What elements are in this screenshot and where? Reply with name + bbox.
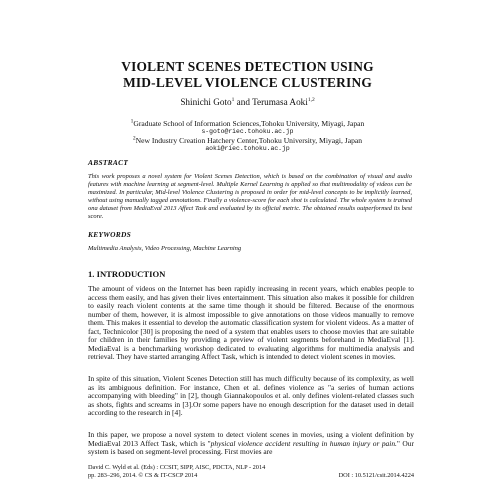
title-line-2: MID-LEVEL VIOLENCE CLUSTERING [123, 75, 372, 90]
intro-paragraph-3-start: In this paper, we propose a novel system to detect violent scenes in movies, using a violent definition by MediaEval 2013 Affect Task, which is " [88, 430, 414, 448]
keywords-text: Multimedia Analysis, Video Processing, Machine Learning [88, 245, 242, 252]
author-2-name: and Terumasa Aoki [236, 97, 308, 107]
affiliation-1 [0, 119, 495, 136]
affiliation-1-mark: 1 [130, 118, 134, 125]
page-footer [88, 464, 414, 479]
intro-paragraph-3-definition: physical violence accident resulting in human injury or pain. [210, 438, 397, 448]
section-1-heading: 1. INTRODUCTION [88, 269, 166, 279]
title-line-1: VIOLENT SCENES DETECTION USING [121, 59, 374, 74]
affiliation-2-email: aoki@riec.tohoku.ac.jp [205, 145, 290, 152]
intro-paragraph-3-end: " Our system is based on segment-level processing. First movies are [88, 438, 414, 456]
keywords-heading: KEYWORDS [88, 230, 132, 239]
footer-pages: pp. 283–296, 2014. © CS & IT-CSCP 2014 [88, 471, 198, 479]
affiliation-1-text: Graduate School of Information Sciences,Tohoku University, Miyagi, Japan [133, 119, 365, 128]
affiliation-2-mark: 2 [132, 135, 136, 142]
footer-proceedings: David C. Wyld et al. (Eds) : CCSIT, SIPP, AISC, PDCTA, NLP - 2014 [88, 464, 266, 471]
author-list [0, 97, 495, 107]
affiliation-2-text: New Industry Creation Hatchery Center,Tohoku University, Miyagi, Japan [135, 136, 363, 145]
author-1-affiliation-mark: 1 [231, 96, 235, 103]
abstract-heading: ABSTRACT [88, 158, 129, 167]
author-1-name: Shinichi Goto [180, 97, 232, 107]
footer-doi: DOI : 10.5121/csit.2014.4224 [338, 471, 414, 479]
intro-paragraph-2: In spite of this situation, Violent Scenes Detection still has much difficulty because of its complexity, as well as its ambiguous definition. For instance, Chen et al. defines violence as "a series of human actions accompanying with bleeding" in [2], though Giannakopoulos et al. only defines violent-related classes such as shots, fights and screams in [3].Or some papers have no enough description for the dataset used in detail according to the research in [4]. [88, 374, 414, 417]
affiliation-2 [0, 136, 495, 153]
intro-paragraph-3 [88, 431, 414, 457]
affiliation-1-email: s-goto@riec.tohoku.ac.jp [201, 128, 294, 135]
abstract-text: This work proposes a novel system for Violent Scenes Detection, which is based on the combination of visual and audio features with machine learning at segment-level. Multiple Kernel Learning is applied so that multimodality of videos can be maximized. In particular, Mid-level Violence Clustering is proposed in order for mid-level concepts to be implicitly learned, without using manually tagged annotations. Finally a violence-score for each shot is calculated. The whole system is trained onа dataset from MediaEval 2013 Affect Task and evaluated by its official metric. The obtained results outperformed its best score. [88, 173, 412, 221]
paper-title [0, 59, 495, 91]
intro-paragraph-1: The amount of videos on the Internet has been rapidly increasing in recent years, which enables people to access them easily, and has given their lives entertainment. This situation also makes it possible for children to easily reach violent contents at the same time though it should be filtered. Because of the enormous number of them, however, it is almost impossible to give annotations on those videos manually to remove them. This makes it essential to develop the automatic classification system for violent videos. As a matter of fact, Technicolor [30] is proposing the need of a system that enables users to choose movies that are suitable for children in their families by providing a preview of violent segments beforehand in MediaEval [1]. MediaEval is a benchmarking workshop dedicated to evaluating algorithms for multimedia analysis and retrieval. They have started arranging Affect Task, which is intended to detect violent scenes in movies. [88, 284, 414, 361]
author-2-affiliation-mark: 1,2 [307, 96, 315, 103]
